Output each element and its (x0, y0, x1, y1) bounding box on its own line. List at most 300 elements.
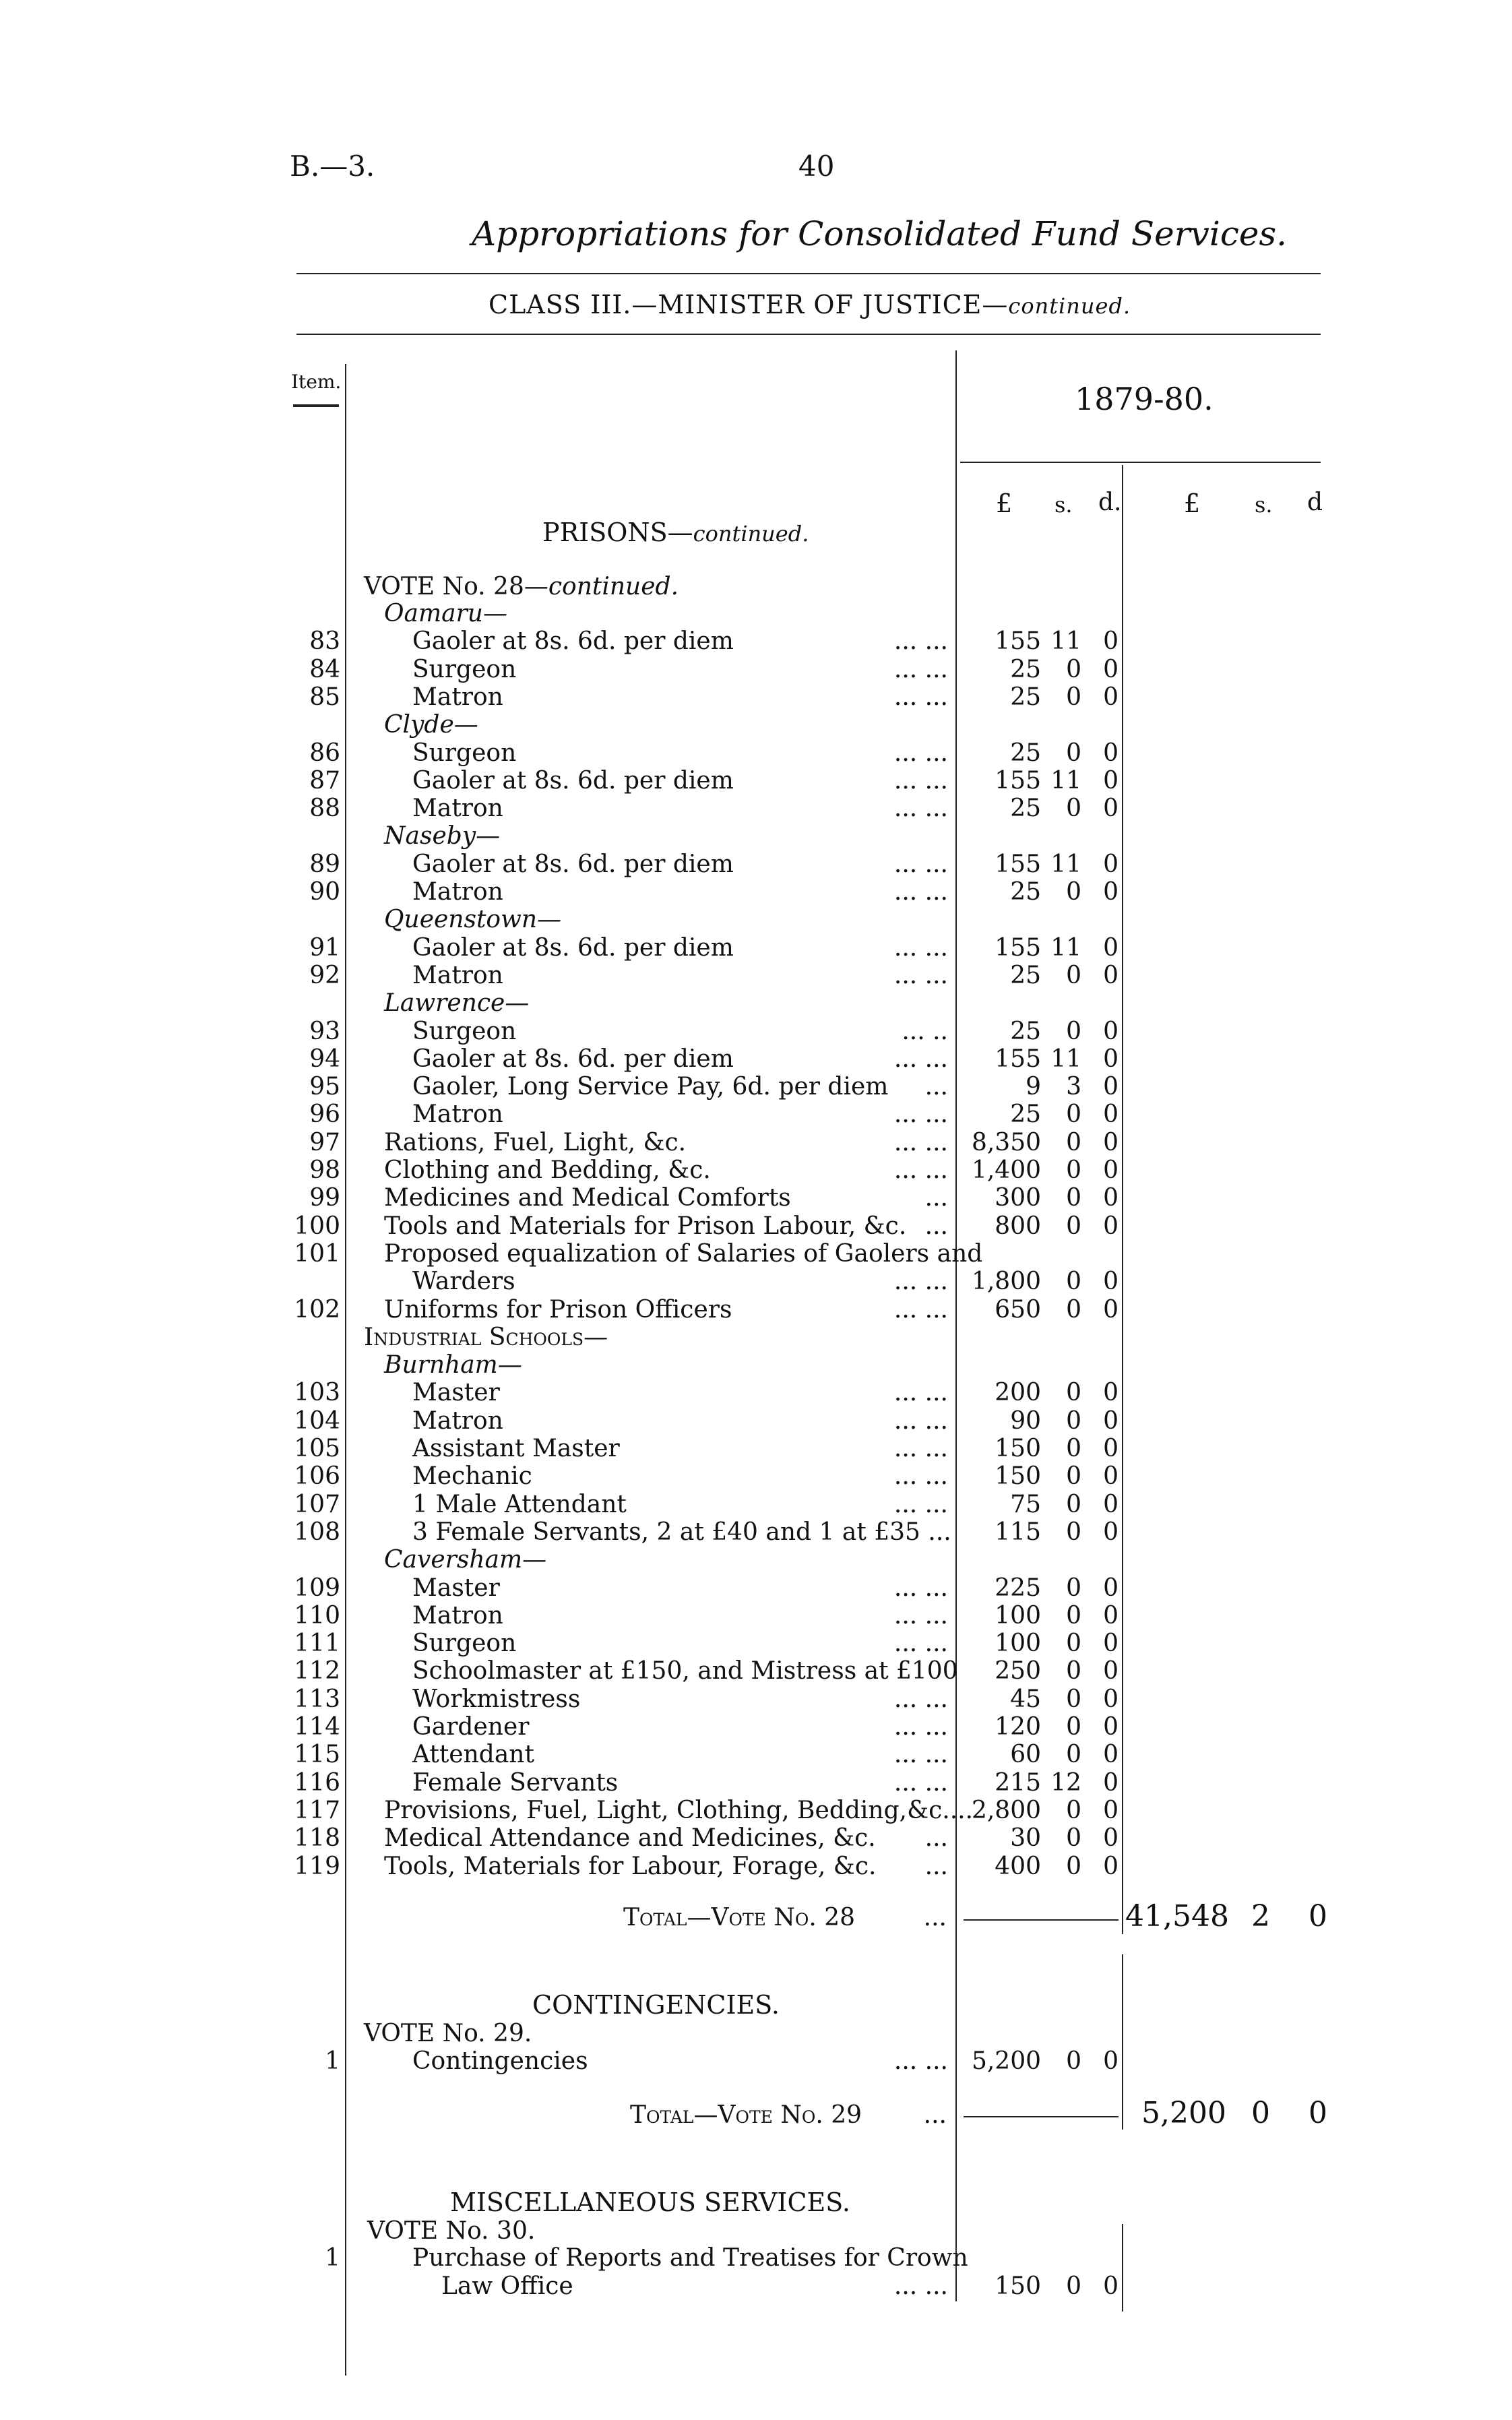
item-number: 99 (309, 1184, 340, 1212)
row-label: Gardener (412, 1713, 530, 1741)
pence-header-2: d (1307, 489, 1323, 516)
item-number: 112 (294, 1657, 340, 1685)
table-row (412, 1657, 958, 1685)
subheading: Clyde— (384, 711, 478, 739)
misc-leader: ... ... (893, 2272, 948, 2300)
row-label: Matron (412, 1406, 503, 1435)
contingencies-label: Contingencies (412, 2047, 588, 2075)
row-leader: ... ... (893, 766, 948, 795)
page-title: Appropriations for Consolidated Fund Services. (472, 214, 1288, 253)
row-leader: ... ... (893, 627, 948, 656)
table-row (412, 1018, 948, 1045)
table-row (412, 1574, 948, 1602)
row-label: Matron (412, 1100, 503, 1129)
item-number: 111 (294, 1630, 340, 1658)
item-number: 116 (294, 1768, 340, 1797)
total-vote-28-pounds: 41,548 (1125, 1899, 1229, 1933)
amount-shillings: 0 (1066, 1017, 1081, 1045)
amount-pounds: 215 (995, 1768, 1041, 1797)
item-number: 106 (294, 1462, 340, 1491)
item-number: 87 (309, 766, 340, 795)
row-label: Master (412, 1379, 500, 1407)
table-row (412, 1602, 948, 1630)
row-label: Assistant Master (412, 1435, 620, 1462)
table-row (412, 962, 948, 989)
year-column-header: 1879-80. (1075, 381, 1214, 417)
amount-shillings: 3 (1066, 1073, 1081, 1101)
shilling-header-2: s. (1255, 492, 1273, 518)
table-row (384, 1796, 974, 1824)
item-number: 98 (309, 1156, 340, 1184)
row-leader: ... (924, 1073, 948, 1101)
amount-pounds: 155 (995, 1045, 1041, 1073)
amount-shillings: 0 (1066, 1601, 1081, 1630)
table-row (384, 1239, 983, 1268)
row-label: Mechanic (412, 1462, 532, 1491)
table-row (412, 1407, 948, 1435)
row-leader: ... ... (893, 1601, 948, 1630)
amount-pence: 0 (1103, 1156, 1119, 1184)
amount-pence: 0 (1103, 1212, 1119, 1240)
item-number: 114 (294, 1713, 340, 1741)
table-row (384, 1824, 948, 1852)
row-label: Attendant (412, 1741, 534, 1769)
amount-pence: 0 (1103, 627, 1119, 656)
row-label: Schoolmaster at £150, and Mistress at £100 (412, 1657, 958, 1685)
misc-pence: 0 (1103, 2272, 1119, 2300)
amount-shillings: 0 (1066, 1406, 1081, 1435)
item-number: 117 (294, 1796, 340, 1824)
contingencies-item-number: 1 (325, 2047, 340, 2075)
table-row (384, 1296, 948, 1324)
table-row (412, 1045, 948, 1073)
item-number: 118 (294, 1824, 340, 1853)
amount-pounds: 2,800 (971, 1796, 1041, 1824)
amount-shillings: 12 (1050, 1768, 1081, 1797)
amount-pounds: 150 (995, 1462, 1041, 1491)
amount-pence: 0 (1103, 683, 1119, 711)
amount-pounds: 25 (1010, 961, 1041, 989)
misc-row (441, 2272, 948, 2300)
amount-pence: 0 (1103, 1100, 1119, 1129)
row-leader: ... ... (893, 1156, 948, 1184)
amount-pence: 0 (1103, 850, 1119, 878)
item-number: 113 (294, 1685, 340, 1713)
pound-header-2: £ (1184, 489, 1201, 518)
vote-28-heading (364, 573, 679, 600)
amount-pence: 0 (1103, 1017, 1119, 1045)
misc-heading: MISCELLANEOUS SERVICES. (450, 2188, 851, 2217)
document-reference: B.—3. (290, 150, 375, 183)
row-label: Surgeon (412, 655, 517, 683)
amount-shillings: 0 (1066, 1796, 1081, 1824)
prisons-heading-main: PRISONS— (542, 518, 693, 547)
amount-pence: 0 (1103, 795, 1119, 823)
misc-shillings: 0 (1066, 2272, 1081, 2300)
row-label: Provisions, Fuel, Light, Clothing, Bedding,&c.... (384, 1796, 974, 1824)
year-rule (960, 462, 1321, 463)
prisons-heading-cont: continued. (693, 521, 809, 547)
amount-pounds: 100 (995, 1630, 1041, 1658)
amount-column-rule (1122, 465, 1123, 1934)
amount-column-rule-2 (1122, 1954, 1123, 2130)
amount-shillings: 0 (1066, 1295, 1081, 1324)
amount-pounds: 155 (995, 850, 1041, 878)
amount-shillings: 0 (1066, 1713, 1081, 1741)
row-leader: ... ... (893, 850, 948, 878)
row-leader: ... ... (893, 933, 948, 962)
table-row (384, 1212, 948, 1240)
vote-28-main: VOTE No. 28— (364, 573, 548, 600)
table-row (412, 934, 948, 962)
table-row (384, 1853, 948, 1880)
row-leader: ... (924, 1824, 948, 1853)
amount-shillings: 0 (1066, 1156, 1081, 1184)
row-leader: ... ... (893, 1379, 948, 1407)
amount-shillings: 0 (1066, 1128, 1081, 1156)
table-row (412, 739, 948, 767)
table-row (412, 1462, 948, 1490)
amount-pence: 0 (1103, 1657, 1119, 1685)
shilling-header: s. (1054, 492, 1073, 518)
row-label: Workmistress (412, 1685, 581, 1713)
amount-pence: 0 (1103, 1128, 1119, 1156)
contingencies-shillings: 0 (1066, 2047, 1081, 2075)
item-number: 104 (294, 1406, 340, 1435)
amount-shillings: 11 (1050, 1045, 1081, 1073)
amount-pounds: 155 (995, 933, 1041, 962)
amount-pounds: 25 (1010, 655, 1041, 683)
table-row (412, 878, 948, 906)
amount-pence: 0 (1103, 1574, 1119, 1602)
item-number: 102 (294, 1295, 340, 1324)
subheading: Oamaru— (384, 600, 507, 627)
amount-shillings: 0 (1066, 739, 1081, 767)
table-row (412, 1741, 948, 1768)
row-leader: ... ... (893, 1685, 948, 1713)
table-row (412, 1630, 948, 1657)
item-number: 89 (309, 850, 340, 878)
table-row (412, 850, 948, 878)
amount-pence: 0 (1103, 1490, 1119, 1518)
amount-pounds: 800 (995, 1212, 1041, 1240)
amount-pence: 0 (1103, 961, 1119, 989)
misc-item-number: 1 (325, 2244, 340, 2272)
amount-shillings: 0 (1066, 1852, 1081, 1880)
item-number: 92 (309, 961, 340, 989)
table-row (412, 1073, 948, 1100)
row-label: Surgeon (412, 1017, 517, 1045)
table-row (412, 1713, 948, 1741)
amount-pounds: 8,350 (971, 1128, 1041, 1156)
row-label: Female Servants (412, 1768, 619, 1797)
item-number: 93 (309, 1017, 340, 1045)
row-label: Surgeon (412, 739, 517, 767)
table-row (412, 1491, 948, 1518)
amount-pence: 0 (1103, 1379, 1119, 1407)
amount-shillings: 0 (1066, 683, 1081, 711)
amount-shillings: 0 (1066, 1268, 1081, 1296)
row-label: Medical Attendance and Medicines, &c. (384, 1824, 876, 1853)
row-leader: ... ... (893, 878, 948, 906)
item-number: 91 (309, 933, 340, 962)
amount-pounds: 650 (995, 1295, 1041, 1324)
table-row (412, 627, 948, 655)
total-vote-29-pounds: 5,200 (1141, 2096, 1226, 2130)
row-label: Medicines and Medical Comforts (384, 1184, 791, 1212)
total-vote-28-label: Total—Vote No. 28 (623, 1904, 856, 1931)
row-leader: ... ... (893, 1045, 948, 1073)
amount-pounds: 25 (1010, 739, 1041, 767)
row-label: Gaoler at 8s. 6d. per diem (412, 933, 734, 962)
row-label: Matron (412, 878, 503, 906)
contingencies-leader: ... ... (893, 2047, 948, 2075)
row-leader: ... ... (893, 683, 948, 711)
table-row (412, 795, 948, 822)
amount-pounds: 1,400 (971, 1156, 1041, 1184)
page-number: 40 (798, 150, 835, 183)
amount-pounds: 100 (995, 1601, 1041, 1630)
item-number: 105 (294, 1435, 340, 1462)
row-label: Gaoler at 8s. 6d. per diem (412, 766, 734, 795)
row-leader: ... ... (893, 655, 948, 683)
amount-shillings: 0 (1066, 1462, 1081, 1491)
row-leader: ... ... (893, 961, 948, 989)
amount-pence: 0 (1103, 1184, 1119, 1212)
row-label: Clothing and Bedding, &c. (384, 1156, 711, 1184)
amount-pence: 0 (1103, 1601, 1119, 1630)
amount-shillings: 0 (1066, 1630, 1081, 1658)
row-leader: ... ... (893, 1574, 948, 1602)
amount-pounds: 155 (995, 766, 1041, 795)
amount-pounds: 25 (1010, 1100, 1041, 1129)
amount-shillings: 0 (1066, 1212, 1081, 1240)
vote-28-cont: continued. (548, 573, 679, 600)
amount-shillings: 0 (1066, 1685, 1081, 1713)
amount-pounds: 300 (995, 1184, 1041, 1212)
row-label: Warders (412, 1268, 515, 1296)
item-number: 85 (309, 683, 340, 711)
amount-pence: 0 (1103, 1685, 1119, 1713)
total-vote-28-row (623, 1904, 947, 1931)
total-vote-29-label: Total—Vote No. 29 (630, 2101, 862, 2129)
amount-shillings: 0 (1066, 1435, 1081, 1462)
amount-shillings: 0 (1066, 1657, 1081, 1685)
row-label: Gaoler, Long Service Pay, 6d. per diem (412, 1073, 889, 1101)
item-number: 103 (294, 1379, 340, 1407)
row-leader: ... ... (893, 1406, 948, 1435)
table-row (412, 1685, 948, 1713)
amount-pounds: 30 (1010, 1824, 1041, 1853)
amount-pence: 0 (1103, 1268, 1119, 1296)
total-vote-28-pence: 0 (1309, 1899, 1327, 1933)
row-leader: ... ... (893, 739, 948, 767)
row-leader: ... ... (893, 1630, 948, 1658)
class-heading (489, 290, 1131, 319)
row-label: Tools and Materials for Prison Labour, &c. (384, 1212, 907, 1240)
amount-pounds: 225 (995, 1574, 1041, 1602)
item-number: 109 (294, 1574, 340, 1602)
amount-pounds: 1,800 (971, 1268, 1041, 1296)
item-number: 100 (294, 1212, 340, 1240)
row-leader: ... ... (893, 1462, 948, 1491)
item-column-header: Item. (291, 371, 342, 393)
row-leader: ... (924, 1852, 948, 1880)
total-vote-28-leader: ... (923, 1904, 947, 1931)
amount-pence: 0 (1103, 1824, 1119, 1853)
item-number: 96 (309, 1100, 340, 1129)
row-leader: ... ... (893, 1741, 948, 1769)
row-leader: ... ... (893, 1268, 948, 1296)
row-leader: ... ... (893, 1435, 948, 1462)
amount-pence: 0 (1103, 1406, 1119, 1435)
table-row (384, 1156, 948, 1184)
row-leader: ... ... (893, 1713, 948, 1741)
amount-shillings: 0 (1066, 655, 1081, 683)
title-rule (296, 273, 1321, 274)
amount-pounds: 150 (995, 1435, 1041, 1462)
amount-pounds: 25 (1010, 1017, 1041, 1045)
pence-header: d. (1098, 489, 1122, 516)
subheading: Queenstown— (384, 906, 562, 934)
amount-pence: 0 (1103, 739, 1119, 767)
amount-shillings: 0 (1066, 878, 1081, 906)
amount-pounds: 25 (1010, 683, 1041, 711)
amount-pence: 0 (1103, 1796, 1119, 1824)
amount-pence: 0 (1103, 1295, 1119, 1324)
contingencies-pence: 0 (1103, 2047, 1119, 2075)
row-label: Master (412, 1574, 500, 1602)
row-label: Matron (412, 961, 503, 989)
total-vote-29-row (630, 2101, 947, 2129)
total-vote-29-pence: 0 (1309, 2096, 1327, 2130)
amount-shillings: 11 (1050, 933, 1081, 962)
item-number: 90 (309, 878, 340, 906)
class-heading-main: CLASS III.—MINISTER OF JUSTICE— (489, 290, 1009, 319)
subheading: Burnham— (384, 1351, 522, 1379)
amount-shillings: 11 (1050, 766, 1081, 795)
amount-shillings: 0 (1066, 1379, 1081, 1407)
total-vote-29-shillings: 0 (1251, 2096, 1270, 2130)
amount-shillings: 0 (1066, 1518, 1081, 1546)
item-number: 115 (294, 1741, 340, 1769)
item-number: 86 (309, 739, 340, 767)
amount-pence: 0 (1103, 1630, 1119, 1658)
misc-pounds: 150 (995, 2272, 1041, 2300)
amount-pounds: 115 (995, 1518, 1041, 1546)
amount-pence: 0 (1103, 1852, 1119, 1880)
item-number: 84 (309, 655, 340, 683)
row-label: Matron (412, 1601, 503, 1630)
amount-pence: 0 (1103, 1462, 1119, 1491)
amount-pounds: 45 (1010, 1685, 1041, 1713)
amount-pence: 0 (1103, 766, 1119, 795)
amount-pounds: 155 (995, 627, 1041, 656)
row-label: Proposed equalization of Salaries of Gaolers and (384, 1239, 983, 1268)
row-leader: ... ... (893, 1295, 948, 1324)
section-subheading: Industrial Schools— (364, 1323, 608, 1351)
total-vote-29-leader: ... (923, 2101, 947, 2129)
amount-shillings: 0 (1066, 1741, 1081, 1769)
table-row (412, 1268, 948, 1295)
amount-shillings: 11 (1050, 850, 1081, 878)
vote-30-heading: VOTE No. 30. (367, 2217, 536, 2245)
item-number: 108 (294, 1518, 340, 1546)
amount-pounds: 25 (1010, 795, 1041, 823)
row-label: Gaoler at 8s. 6d. per diem (412, 1045, 734, 1073)
row-label: 1 Male Attendant (412, 1490, 627, 1518)
amount-pounds: 90 (1010, 1406, 1041, 1435)
amount-shillings: 0 (1066, 1574, 1081, 1602)
row-label: 3 Female Servants, 2 at £40 and 1 at £35 ... (412, 1518, 951, 1546)
amount-pence: 0 (1103, 1713, 1119, 1741)
amount-shillings: 0 (1066, 795, 1081, 823)
amount-pence: 0 (1103, 933, 1119, 962)
table-row (412, 1100, 948, 1128)
amount-pounds: 60 (1010, 1741, 1041, 1769)
pound-header: £ (996, 489, 1013, 518)
contingencies-row (412, 2047, 948, 2075)
amount-column-rule-3 (1122, 2224, 1123, 2312)
item-number: 119 (294, 1852, 340, 1880)
item-number: 97 (309, 1128, 340, 1156)
total-29-rule (964, 2116, 1119, 2117)
row-label: Matron (412, 683, 503, 711)
amount-shillings: 11 (1050, 627, 1081, 656)
amount-pounds: 120 (995, 1713, 1041, 1741)
total-28-rule (964, 1919, 1119, 1921)
amount-pounds: 400 (995, 1852, 1041, 1880)
row-leader: ... ... (893, 1490, 948, 1518)
contingencies-heading: CONTINGENCIES. (532, 1990, 780, 2020)
amount-shillings: 0 (1066, 1100, 1081, 1129)
row-label: Gaoler at 8s. 6d. per diem (412, 627, 734, 656)
amount-pence: 0 (1103, 1518, 1119, 1546)
item-number: 94 (309, 1045, 340, 1073)
misc-label-line-2: Law Office (441, 2272, 573, 2300)
contingencies-pounds: 5,200 (971, 2047, 1041, 2075)
subheading: Lawrence— (384, 989, 530, 1018)
item-number: 95 (309, 1073, 340, 1101)
table-row (412, 683, 948, 711)
amount-pounds: 250 (995, 1657, 1041, 1685)
subheading: Naseby— (384, 822, 501, 850)
row-leader: ... ... (893, 1128, 948, 1156)
amount-pence: 0 (1103, 655, 1119, 683)
row-leader: ... .. (902, 1017, 948, 1045)
class-rule (296, 334, 1321, 335)
misc-label-line-1: Purchase of Reports and Treatises for Crown (412, 2244, 968, 2272)
table-row (412, 767, 948, 795)
item-number: 110 (294, 1601, 340, 1630)
item-header-underline (293, 404, 339, 407)
row-label: Rations, Fuel, Light, &c. (384, 1128, 687, 1156)
amount-shillings: 0 (1066, 961, 1081, 989)
table-row (412, 1379, 948, 1406)
amount-shillings: 0 (1066, 1490, 1081, 1518)
row-leader: ... (924, 1184, 948, 1212)
amount-pounds: 9 (1026, 1073, 1041, 1101)
amount-pounds: 25 (1010, 878, 1041, 906)
row-leader: ... ... (893, 1100, 948, 1129)
table-row (412, 656, 948, 683)
class-heading-cont: continued. (1008, 293, 1131, 319)
row-label: Gaoler at 8s. 6d. per diem (412, 850, 734, 878)
table-row (384, 1129, 948, 1156)
prisons-heading (542, 519, 809, 548)
vote-29-heading: VOTE No. 29. (364, 2020, 532, 2047)
amount-pounds: 200 (995, 1379, 1041, 1407)
